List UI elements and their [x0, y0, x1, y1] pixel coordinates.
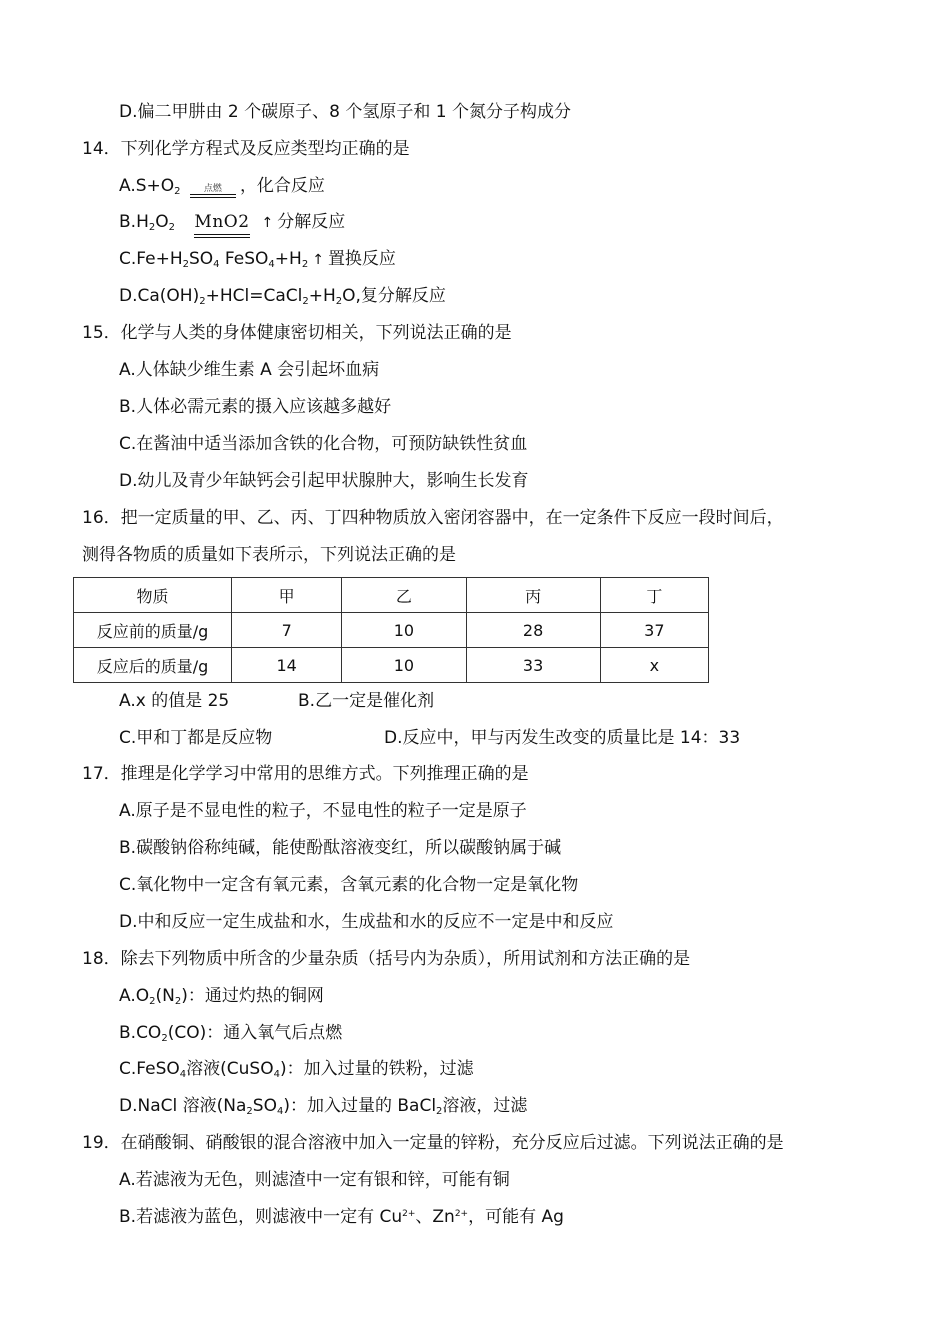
q14-option-b: [119, 211, 345, 238]
q16-option-a: A.x 的值是 25: [119, 691, 230, 711]
q14-b-formula: B.H: [119, 212, 149, 232]
q18-a-mid: (N: [155, 986, 175, 1006]
q17-option-a: A.原子是不显电性的粒子，不显电性的粒子一定是原子: [119, 801, 527, 821]
q14-b-equals-sign: [194, 234, 249, 238]
q16-option-d: D.反应中，甲与丙发生改变的质量比是 14：33: [384, 728, 741, 748]
q18-d-method: 溶液，过滤: [442, 1096, 528, 1116]
q14-b-sub1: 2: [148, 222, 156, 233]
q18-c-sub1: 4: [179, 1069, 187, 1080]
q15-option-a: A.人体缺少维生素 A 会引起坏血病: [119, 360, 380, 380]
q14-a-equals-sign: [190, 194, 236, 198]
q19-b-end: ，可能有 Ag: [468, 1207, 564, 1227]
table-row: [74, 613, 709, 648]
table-header-row: [74, 578, 709, 613]
table-cell: 14: [232, 648, 342, 683]
q13-option-d: D.偏二甲肼由 2 个碳原子、8 个氢原子和 1 个氮分子构成分: [119, 102, 571, 122]
q19-b-sup1: 2+: [402, 1209, 416, 1219]
q14-d-sub3: 2: [335, 296, 343, 307]
q16-stem-line2: 测得各物质的质量如下表所示，下列说法正确的是: [82, 545, 456, 565]
gas-up-arrow-icon: ↑: [312, 252, 324, 268]
table-header-cell: 丁: [600, 578, 708, 613]
q14-d-sub1: 2: [199, 296, 206, 307]
q14-c-sub2: 4: [213, 259, 220, 270]
q18-a-sub1: 2: [149, 996, 156, 1007]
q14-b-catalyst-label: MnO2: [194, 212, 250, 232]
table-cell: 反应后的质量/g: [74, 648, 232, 683]
table-header-cell: 物质: [74, 578, 232, 613]
q18-option-c: [119, 1058, 474, 1080]
table-header-cell: 乙: [342, 578, 466, 613]
q18-d-mid: SO: [252, 1096, 277, 1116]
q14-d-type: O,复分解反应: [342, 286, 446, 306]
q15-option-b: B.人体必需元素的摄入应该越多越好: [119, 397, 392, 417]
table-row: [74, 648, 709, 683]
q14-c-sub1: 2: [182, 259, 189, 270]
q17-stem: 17．推理是化学学习中常用的思维方式。下列推理正确的是: [82, 764, 529, 784]
q14-option-d: [119, 285, 446, 307]
table-cell: x: [600, 648, 708, 683]
q18-c-method: )：加入过量的铁粉，过滤: [279, 1059, 474, 1079]
table-header-cell: 丙: [466, 578, 600, 613]
q14-a-condition-label: 点燃: [203, 184, 222, 194]
q18-c-formula: C.FeSO: [119, 1059, 180, 1079]
table-cell: 33: [466, 648, 600, 683]
q18-b-method: (CO)：通入氧气后点燃: [167, 1023, 343, 1043]
q14-b-type: 分解反应: [277, 212, 346, 232]
q18-option-d: [119, 1095, 527, 1117]
q14-c-mid3: +H: [274, 249, 302, 269]
q14-c-formula: C.Fe+H: [119, 249, 183, 269]
q14-a-type: ，化合反应: [239, 176, 325, 196]
q14-b-sub2: 2: [168, 222, 175, 233]
q18-d-sub1: 2: [246, 1106, 253, 1117]
table-header-cell: 甲: [232, 578, 342, 613]
q17-option-c: C.氧化物中一定含有氧元素，含氧元素的化合物一定是氧化物: [119, 875, 579, 895]
q19-option-a: A.若滤液为无色，则滤渣中一定有银和锌，可能有铜: [119, 1170, 510, 1190]
q18-c-mid: 溶液(CuSO: [186, 1059, 274, 1079]
q18-option-b: [119, 1022, 342, 1044]
q18-d-sub3: 2: [436, 1106, 443, 1117]
q18-d-sub2: 4: [276, 1106, 284, 1117]
q18-a-sub2: 2: [174, 996, 182, 1007]
q15-option-c: C.在酱油中适当添加含铁的化合物，可预防缺铁性贫血: [119, 434, 528, 454]
table-cell: 10: [342, 648, 466, 683]
mass-table: [73, 577, 709, 683]
q14-option-a: [119, 175, 325, 198]
q14-stem: 14．下列化学方程式及反应类型均正确的是: [82, 139, 410, 159]
q18-b-sub1: 2: [161, 1033, 168, 1044]
q17-option-b: B.碳酸钠俗称纯碱，能使酚酞溶液变红，所以碳酸钠属于碱: [119, 838, 562, 858]
q14-c-type: 置换反应: [327, 249, 396, 269]
q14-b-catalyst: [194, 211, 249, 238]
q14-a-condition: [190, 184, 236, 198]
q18-b-formula: B.CO: [119, 1023, 162, 1043]
q14-c-mid2: FeSO: [219, 249, 269, 269]
table-cell: 28: [466, 613, 600, 648]
q18-option-a: [119, 985, 324, 1007]
q14-option-c: [119, 248, 396, 271]
q18-a-method: )：通过灼热的铜网: [181, 986, 324, 1006]
q16-stem-line1: 16．把一定质量的甲、乙、丙、丁四种物质放入密闭容器中，在一定条件下反应一段时间后，: [82, 508, 784, 528]
q19-b-sup2: 2+: [454, 1209, 469, 1219]
q15-option-d: D.幼儿及青少年缺钙会引起甲状腺肿大，影响生长发育: [119, 471, 529, 491]
q15-stem: 15．化学与人类的身体健康密切相关，下列说法正确的是: [82, 323, 512, 343]
q14-d-mid2: +H: [308, 286, 336, 306]
q18-stem: 18．除去下列物质中所含的少量杂质（括号内为杂质），所用试剂和方法正确的是: [82, 949, 691, 969]
q16-option-b: B.乙一定是催化剂: [298, 691, 435, 711]
q18-d-formula: D.NaCl 溶液(Na: [119, 1096, 247, 1116]
q14-d-mid: +HCl=CaCl: [205, 286, 303, 306]
q18-c-sub2: 4: [273, 1069, 280, 1080]
q14-c-sub4: 2: [301, 259, 309, 270]
q14-a-formula: A.S+O: [119, 176, 175, 196]
q19-option-b: [119, 1206, 564, 1228]
q19-b-mid: 、Zn: [415, 1207, 455, 1227]
q19-stem: 19．在硝酸铜、硝酸银的混合溶液中加入一定量的锌粉，充分反应后过滤。下列说法正确的是: [82, 1133, 784, 1153]
table-cell: 7: [232, 613, 342, 648]
table-cell: 10: [342, 613, 466, 648]
q14-c-mid: SO: [188, 249, 214, 269]
q14-c-sub3: 4: [268, 259, 275, 270]
table-cell: 反应前的质量/g: [74, 613, 232, 648]
q18-d-mid2: )：加入过量的 BaCl: [283, 1096, 437, 1116]
q16-option-c: C.甲和丁都是反应物: [119, 728, 273, 748]
q17-option-d: D.中和反应一定生成盐和水，生成盐和水的反应不一定是中和反应: [119, 912, 614, 932]
q14-b-mid: O: [155, 212, 169, 232]
q14-d-sub2: 2: [302, 296, 309, 307]
q14-a-sub: 2: [174, 186, 181, 197]
q19-b-text: B.若滤液为蓝色，则滤液中一定有 Cu: [119, 1207, 403, 1227]
gas-up-arrow-icon: ↑: [261, 215, 274, 231]
q18-a-formula: A.O: [119, 986, 150, 1006]
q14-d-formula: D.Ca(OH): [119, 286, 200, 306]
table-cell: 37: [600, 613, 708, 648]
